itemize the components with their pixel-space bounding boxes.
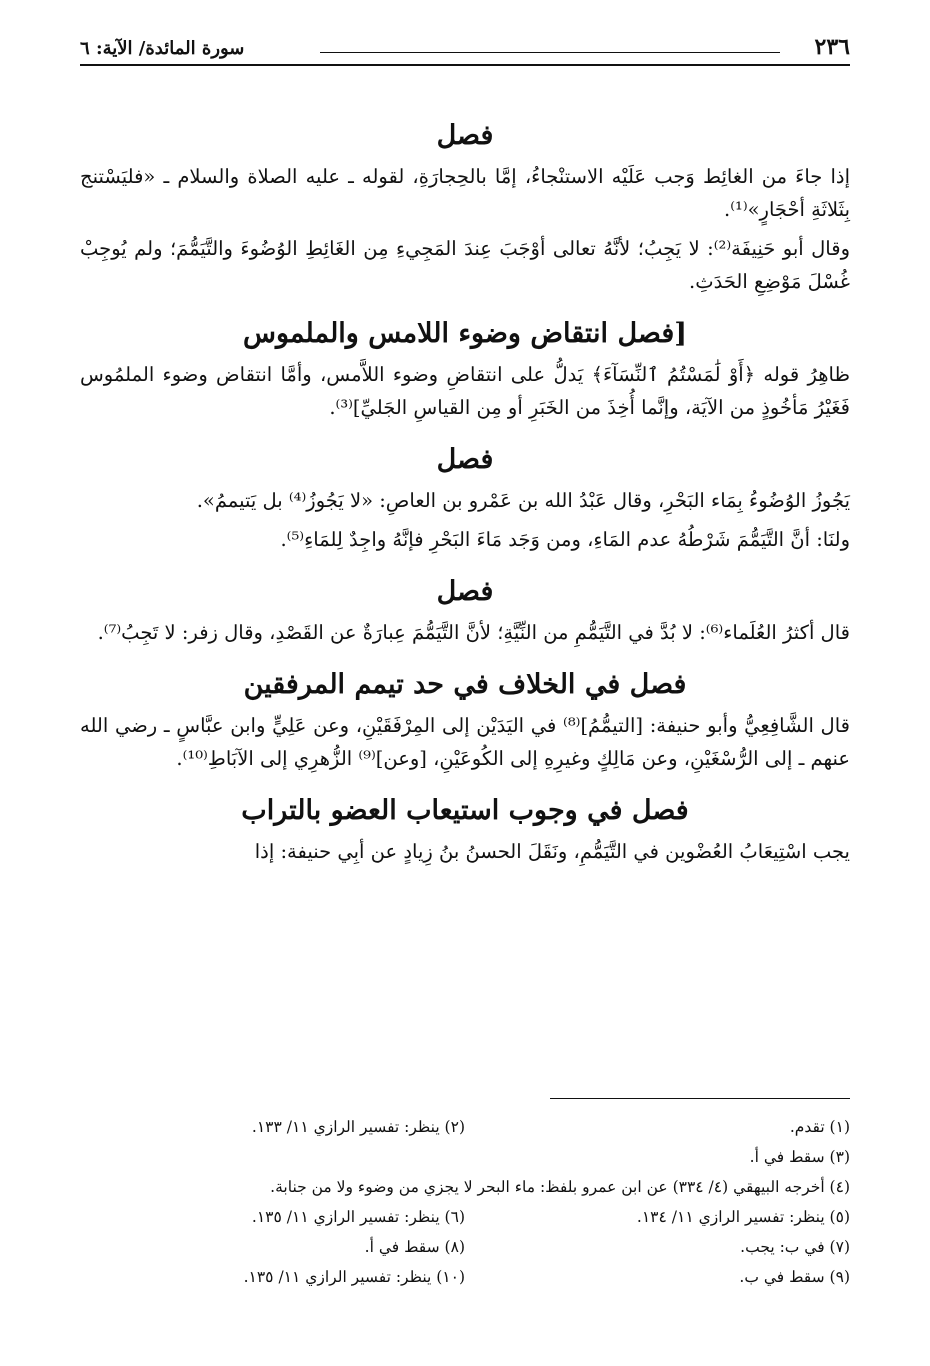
section-6 bbox=[80, 791, 850, 868]
paragraph: يَجُوزُ الوُضُوءُ بِمَاء البَحْرِ، وقال عَبْدُ الله بن عَمْرو بن العاصِ: «لا يَجُوزُ⁽⁴⁾ بل يَتيممُ». bbox=[196, 489, 850, 512]
footnote-10: (١٠) ينظر: تفسير الرازي ١١/ ١٣٥. bbox=[243, 1268, 465, 1286]
footnote-3: (٣) سقط في أ. bbox=[749, 1148, 850, 1166]
footnote-5: (٥) ينظر: تفسير الرازي ١١/ ١٣٤. bbox=[636, 1208, 850, 1226]
footnote-9: (٩) سقط في ب. bbox=[739, 1268, 850, 1286]
footnote-row bbox=[80, 1262, 850, 1292]
section-5 bbox=[80, 665, 850, 775]
footnote-row bbox=[80, 1232, 850, 1262]
footnote-row bbox=[80, 1172, 850, 1202]
section-heading: فصل في الخلاف في حد تيمم المرفقين bbox=[243, 669, 687, 700]
footnote-empty bbox=[80, 1142, 465, 1172]
section-4 bbox=[80, 572, 850, 649]
paragraph: يجب اسْتِيعَابُ العُضْوين في التَّيَمُّمِ، ونَقَلَ الحسنُ بنُ زِيادٍ عن أبِي حنيفة: إذا bbox=[254, 840, 850, 863]
footnote-row bbox=[80, 1202, 850, 1232]
surah-title: سورة المائدة/ الآية: ٦ bbox=[80, 38, 245, 59]
section-heading: [فصل انتقاض وضوء اللامس والملموس bbox=[243, 318, 687, 349]
paragraph: قال أكثرُ العُلَماء⁽⁶⁾: لا بُدَّ في التَّيَمُّمِ من النِّيَّةِ؛ لأنَّ التَّيَمُّمَ عِبارَةٌ عن القَصْدِ، وقال زفر: لا تَجِبُ⁽⁷⁾. bbox=[97, 621, 850, 644]
paragraph: ظاهِرُ قوله ﴿أَوْ لَٰمَسْتُمُ ٱلنِّسَآءَ﴾ يَدلُّ على انتقاضِ وضوء اللاَّمس، وأمَّا انتقاض وضوء الملمُوس فَغَيْرُ مَأخُوذٍ من الآيَة، وإنَّما أُخِذَ من الخَبَرِ أو مِن القياسِ الجَليِّ]⁽³⁾. bbox=[80, 363, 850, 419]
page bbox=[80, 30, 850, 1286]
running-header bbox=[80, 30, 850, 66]
section-2 bbox=[80, 314, 850, 424]
footnote-2: (٢) ينظر: تفسير الرازي ١١/ ١٣٣. bbox=[251, 1118, 465, 1136]
section-heading: فصل bbox=[436, 444, 494, 475]
section-heading: فصل في وجوب استيعاب العضو بالتراب bbox=[241, 795, 689, 826]
page-number: ٢٣٦ bbox=[814, 34, 850, 60]
footnote-row bbox=[80, 1112, 850, 1142]
header-rule bbox=[320, 52, 780, 53]
paragraph: إذا جاءَ من الغائِط وَجب عَلَيْه الاستنْجاءُ، إمَّا بالحِجارَةِ، لقوله ـ عليه الصلاة والسلام ـ «فليَسْتنج بِثَلاثَةِ أحْجَارٍ»⁽¹⁾. bbox=[80, 165, 850, 221]
paragraph: ولنَا: أنَّ التَّيَمُّمَ شَرْطُهُ عدم المَاءِ، ومن وَجَد مَاءَ البَحْرِ فإنَّهُ واجِدٌ لِلمَاءِ⁽⁵⁾. bbox=[280, 528, 850, 551]
section-1 bbox=[80, 116, 850, 298]
footnotes bbox=[80, 1112, 850, 1292]
section-3 bbox=[80, 440, 850, 556]
footnote-4: (٤) أخرجه البيهقي (٤/ ٣٣٤) عن ابن عمرو بلفظ: ماء البحر لا يجزي من وضوء ولا من جنابة. bbox=[270, 1178, 850, 1196]
footnote-8: (٨) سقط في أ. bbox=[364, 1238, 465, 1256]
section-heading: فصل bbox=[436, 576, 494, 607]
paragraph: وقال أبو حَنِيفَة⁽²⁾: لا يَجِبُ؛ لأنَّهُ تعالى أوْجَبَ عِندَ المَجِيءِ مِن الغَائِطِ الوُضُوءَ والتَّيَمُّمَ؛ ولم يُوجِبْ غُسْلَ مَوْضِعِ الحَدَثِ. bbox=[80, 237, 850, 293]
footnote-row bbox=[80, 1142, 850, 1172]
footnote-7: (٧) في ب: يجب. bbox=[740, 1238, 850, 1256]
footnote-1: (١) تقدم. bbox=[789, 1118, 850, 1136]
footnote-separator bbox=[550, 1098, 850, 1099]
footnote-6: (٦) ينظر: تفسير الرازي ١١/ ١٣٥. bbox=[251, 1208, 465, 1226]
paragraph: قال الشَّافِعِيُّ وأبو حنيفة: [التيمُّمُ]⁽⁸⁾ في اليَدَيْن إلى المِرْفَقَيْنِ، وعن عَلِيٍّ وابن عبَّاسٍ ـ رضي الله عنهم ـ إلى الرُّسْغَيْنِ، وعن مَالِكٍ وغيرِهِ إلى الكُوعَيْنِ، [وعن]⁽⁹⁾ الزُّهرِي إلى الآبَاطِ⁽¹⁰⁾. bbox=[80, 714, 850, 770]
section-heading: فصل bbox=[436, 120, 494, 151]
